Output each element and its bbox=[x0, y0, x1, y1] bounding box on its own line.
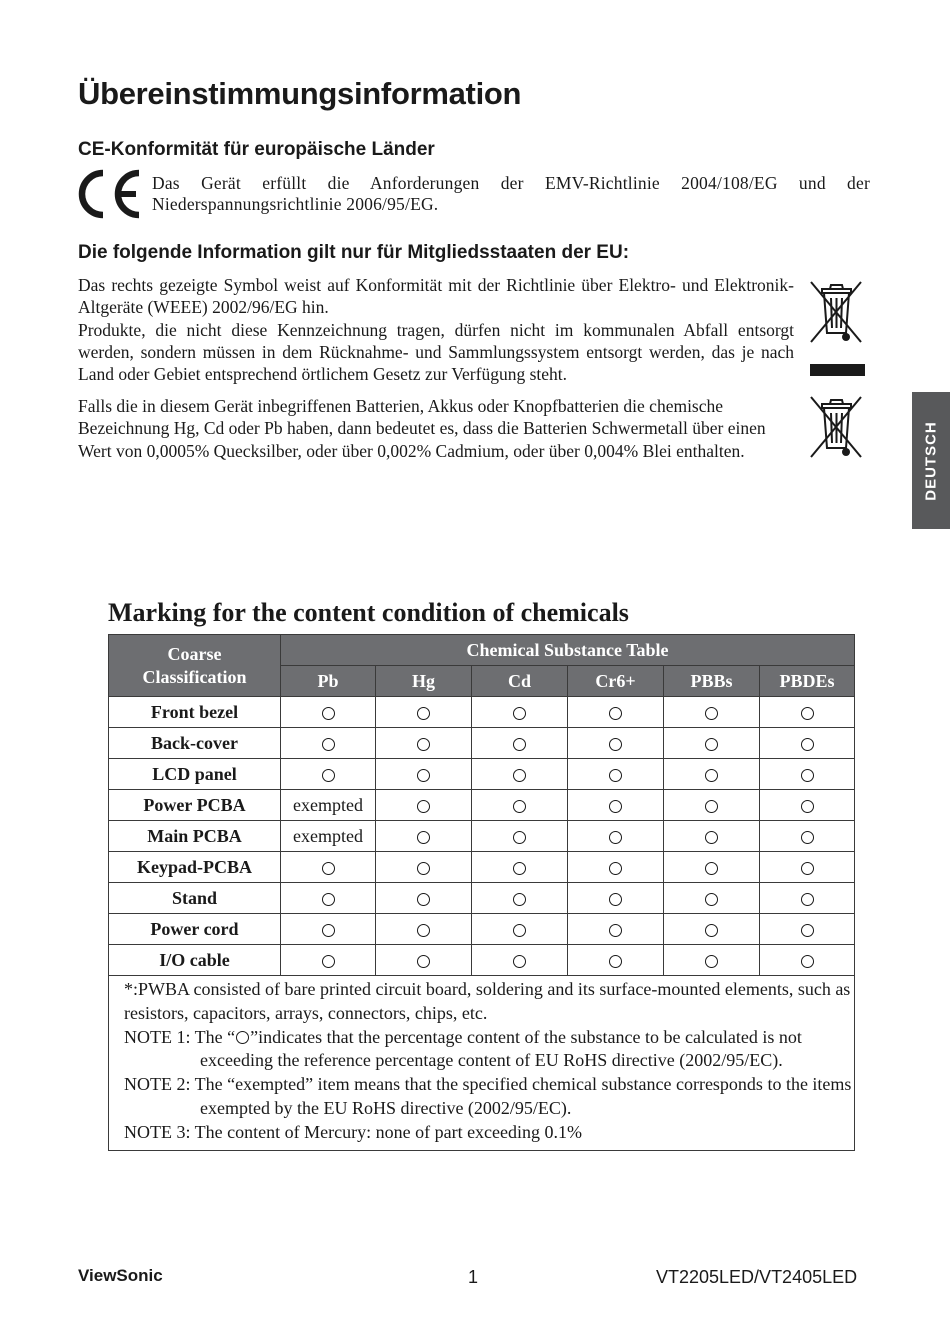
coarse-header-line1: Coarse bbox=[167, 643, 222, 664]
circle-mark-icon bbox=[513, 769, 526, 782]
table-row bbox=[109, 914, 855, 945]
compliant-cell bbox=[376, 759, 472, 790]
circle-mark-icon bbox=[705, 955, 718, 968]
weee-paragraph: Das rechts gezeigte Symbol weist auf Konformität mit der Richtlinie über Elektro- und Elektronik-Altgeräte (WEEE) 2002/96/EG hin. bbox=[78, 275, 794, 318]
substance-header-cr6: Cr6+ bbox=[568, 666, 664, 697]
compliant-cell bbox=[568, 945, 664, 976]
compliant-cell bbox=[281, 852, 376, 883]
table-row bbox=[109, 790, 855, 821]
compliant-cell bbox=[472, 945, 568, 976]
circle-mark-icon bbox=[609, 955, 622, 968]
compliant-cell bbox=[568, 821, 664, 852]
circle-mark-icon bbox=[801, 800, 814, 813]
compliant-cell bbox=[281, 759, 376, 790]
compliant-cell bbox=[760, 945, 855, 976]
compliant-cell bbox=[376, 697, 472, 728]
compliant-cell bbox=[760, 852, 855, 883]
compliant-cell bbox=[760, 697, 855, 728]
circle-mark-icon bbox=[513, 955, 526, 968]
disposal-paragraph: Produkte, die nicht diese Kennzeichnung tragen, dürfen nicht im kommunalen Abfall entsorgt werden, sondern müssen in dem Rücknahme- und Sammlungssystem entsorgt werden, das je nach Land oder Gebiet entsprechend örtlichem Gesetz zur Verfügung steht. bbox=[78, 319, 794, 385]
circle-mark-icon bbox=[609, 707, 622, 720]
circle-mark-icon bbox=[417, 707, 430, 720]
circle-mark-icon bbox=[609, 769, 622, 782]
compliant-cell bbox=[568, 914, 664, 945]
circle-mark-icon bbox=[609, 738, 622, 751]
part-name-cell: Stand bbox=[109, 883, 281, 914]
circle-mark-icon bbox=[417, 893, 430, 906]
footnote-pwba: *:PWBA consisted of bare printed circuit board, soldering and its surface-mounted elements, such as resistors, capacitors, arrays, connectors, chips, etc. bbox=[124, 979, 851, 1023]
compliant-cell bbox=[760, 790, 855, 821]
compliant-cell bbox=[376, 852, 472, 883]
circle-mark-icon bbox=[322, 893, 335, 906]
footer-model-number: VT2205LED/VT2405LED bbox=[656, 1267, 858, 1287]
table-row bbox=[109, 945, 855, 976]
coarse-header-line2: Classification bbox=[142, 666, 247, 687]
compliant-cell bbox=[472, 852, 568, 883]
compliant-cell bbox=[472, 790, 568, 821]
circle-mark-icon bbox=[417, 924, 430, 937]
weee-bar-marker bbox=[810, 364, 865, 376]
circle-mark-icon bbox=[417, 955, 430, 968]
circle-mark-icon bbox=[322, 738, 335, 751]
circle-mark-icon bbox=[801, 831, 814, 844]
page-title: Übereinstimmungsinformation bbox=[78, 76, 522, 111]
ce-section-heading: CE-Konformität für europäische Länder bbox=[78, 139, 435, 160]
circle-mark-icon bbox=[801, 769, 814, 782]
part-name-cell: LCD panel bbox=[109, 759, 281, 790]
compliant-cell bbox=[472, 914, 568, 945]
note-3: NOTE 3: The content of Mercury: none of part exceeding 0.1% bbox=[124, 1121, 583, 1142]
part-name-cell: Main PCBA bbox=[109, 821, 281, 852]
compliant-cell bbox=[472, 728, 568, 759]
substance-header-cd: Cd bbox=[472, 666, 568, 697]
circle-mark-icon bbox=[322, 707, 335, 720]
compliant-cell bbox=[376, 883, 472, 914]
ce-mark-icon bbox=[78, 168, 144, 220]
part-name-cell: Front bezel bbox=[109, 697, 281, 728]
compliant-cell bbox=[281, 883, 376, 914]
circle-mark-icon bbox=[705, 893, 718, 906]
circle-mark-icon bbox=[417, 800, 430, 813]
circle-mark-icon bbox=[801, 862, 814, 875]
coarse-classification-header bbox=[109, 635, 281, 697]
compliant-cell bbox=[568, 883, 664, 914]
circle-mark-icon bbox=[322, 924, 335, 937]
battery-paragraph: Falls die in diesem Gerät inbegriffenen Batterien, Akkus oder Knopfbatterien die chemische Bezeichnung Hg, Cd oder Pb haben, dann bedeutet es, dass die Batterien Schwermetall über einen Wert von 0,0005% Quecksilber, oder über 0,002% Cadmium, oder über 0,004% Blei enthalten. bbox=[78, 396, 766, 461]
language-side-tab bbox=[912, 392, 950, 529]
weee-text-block bbox=[78, 274, 794, 385]
language-tab-label: DEUTSCH bbox=[922, 420, 940, 501]
compliant-cell bbox=[760, 759, 855, 790]
compliant-cell bbox=[568, 697, 664, 728]
note-1 bbox=[124, 1026, 852, 1074]
compliant-cell bbox=[376, 945, 472, 976]
compliant-cell bbox=[376, 728, 472, 759]
circle-mark-icon bbox=[609, 893, 622, 906]
footer-page-number: 1 bbox=[468, 1267, 479, 1287]
substance-header-hg: Hg bbox=[376, 666, 472, 697]
compliant-cell bbox=[664, 852, 760, 883]
part-name-cell: Power cord bbox=[109, 914, 281, 945]
table-row bbox=[109, 728, 855, 759]
circle-mark-icon bbox=[513, 800, 526, 813]
compliant-cell bbox=[664, 728, 760, 759]
circle-mark-icon bbox=[609, 862, 622, 875]
chemical-table-title: Chemical Substance Table bbox=[281, 635, 855, 666]
table-notes-row bbox=[109, 976, 855, 1151]
circle-mark-icon bbox=[513, 893, 526, 906]
table-row bbox=[109, 821, 855, 852]
compliant-cell bbox=[568, 790, 664, 821]
circle-mark-icon bbox=[705, 769, 718, 782]
eu-section-heading: Die folgende Information gilt nur für Mitgliedsstaaten der EU: bbox=[78, 242, 630, 263]
compliant-cell bbox=[760, 728, 855, 759]
part-name-cell: Back-cover bbox=[109, 728, 281, 759]
note-1-prefix: NOTE 1: The “ bbox=[124, 1026, 236, 1047]
circle-mark-icon bbox=[417, 769, 430, 782]
circle-mark-icon bbox=[417, 862, 430, 875]
compliant-cell bbox=[376, 914, 472, 945]
circle-mark-icon bbox=[513, 924, 526, 937]
exempted-cell: exempted bbox=[281, 790, 376, 821]
table-row bbox=[109, 883, 855, 914]
compliant-cell bbox=[664, 945, 760, 976]
compliant-cell bbox=[376, 790, 472, 821]
compliant-cell bbox=[281, 914, 376, 945]
circle-mark-icon bbox=[236, 1031, 249, 1044]
circle-mark-icon bbox=[322, 955, 335, 968]
table-notes bbox=[109, 976, 855, 1151]
compliant-cell bbox=[760, 914, 855, 945]
circle-mark-icon bbox=[322, 769, 335, 782]
table-row bbox=[109, 697, 855, 728]
circle-mark-icon bbox=[801, 707, 814, 720]
compliant-cell bbox=[760, 883, 855, 914]
compliant-cell bbox=[281, 945, 376, 976]
circle-mark-icon bbox=[513, 738, 526, 751]
compliant-cell bbox=[664, 697, 760, 728]
chemicals-section-title: Marking for the content condition of chemicals bbox=[108, 598, 629, 627]
substance-header-pb: Pb bbox=[281, 666, 376, 697]
compliant-cell bbox=[760, 821, 855, 852]
crossed-out-wheelie-bin-icon bbox=[803, 278, 867, 348]
circle-mark-icon bbox=[705, 738, 718, 751]
circle-mark-icon bbox=[705, 800, 718, 813]
circle-mark-icon bbox=[609, 924, 622, 937]
chemical-table-body bbox=[109, 697, 855, 976]
crossed-out-wheelie-bin-icon bbox=[803, 393, 867, 463]
circle-mark-icon bbox=[609, 800, 622, 813]
note-2: NOTE 2: The “exempted” item means that the specified chemical substance corresponds to the items exempted by the EU RoHS directive (2002/95/EC). bbox=[124, 1074, 852, 1118]
compliant-cell bbox=[568, 852, 664, 883]
ce-conformity-text: Das Gerät erfüllt die Anforderungen der EMV-Richtlinie 2004/108/EG und der Niederspannungsrichtlinie 2006/95/EG. bbox=[152, 173, 870, 214]
circle-mark-icon bbox=[705, 924, 718, 937]
compliant-cell bbox=[472, 821, 568, 852]
circle-mark-icon bbox=[801, 955, 814, 968]
part-name-cell: Keypad-PCBA bbox=[109, 852, 281, 883]
exempted-cell: exempted bbox=[281, 821, 376, 852]
circle-mark-icon bbox=[513, 707, 526, 720]
circle-mark-icon bbox=[705, 862, 718, 875]
compliant-cell bbox=[376, 821, 472, 852]
compliant-cell bbox=[664, 759, 760, 790]
compliant-cell bbox=[472, 759, 568, 790]
circle-mark-icon bbox=[705, 707, 718, 720]
compliant-cell bbox=[568, 759, 664, 790]
circle-mark-icon bbox=[801, 738, 814, 751]
compliant-cell bbox=[472, 697, 568, 728]
circle-mark-icon bbox=[609, 831, 622, 844]
compliant-cell bbox=[664, 883, 760, 914]
circle-mark-icon bbox=[801, 924, 814, 937]
circle-mark-icon bbox=[417, 831, 430, 844]
substance-header-pbbs: PBBs bbox=[664, 666, 760, 697]
table-row bbox=[109, 852, 855, 883]
compliant-cell bbox=[281, 728, 376, 759]
part-name-cell: I/O cable bbox=[109, 945, 281, 976]
compliant-cell bbox=[281, 697, 376, 728]
footer-brand: ViewSonic bbox=[78, 1266, 163, 1285]
compliant-cell bbox=[664, 790, 760, 821]
substance-header-pbdes: PBDEs bbox=[760, 666, 855, 697]
compliant-cell bbox=[568, 728, 664, 759]
circle-mark-icon bbox=[801, 893, 814, 906]
compliant-cell bbox=[664, 821, 760, 852]
compliant-cell bbox=[472, 883, 568, 914]
circle-mark-icon bbox=[513, 831, 526, 844]
circle-mark-icon bbox=[417, 738, 430, 751]
circle-mark-icon bbox=[513, 862, 526, 875]
part-name-cell: Power PCBA bbox=[109, 790, 281, 821]
circle-mark-icon bbox=[705, 831, 718, 844]
compliant-cell bbox=[664, 914, 760, 945]
chemical-substance-table bbox=[108, 634, 855, 1151]
note-1-suffix: ”indicates that the percentage content of the substance to be calculated is not exceeding the reference percentage content of EU RoHS directive (2002/95/EC). bbox=[200, 1026, 802, 1071]
table-row bbox=[109, 759, 855, 790]
circle-mark-icon bbox=[322, 862, 335, 875]
